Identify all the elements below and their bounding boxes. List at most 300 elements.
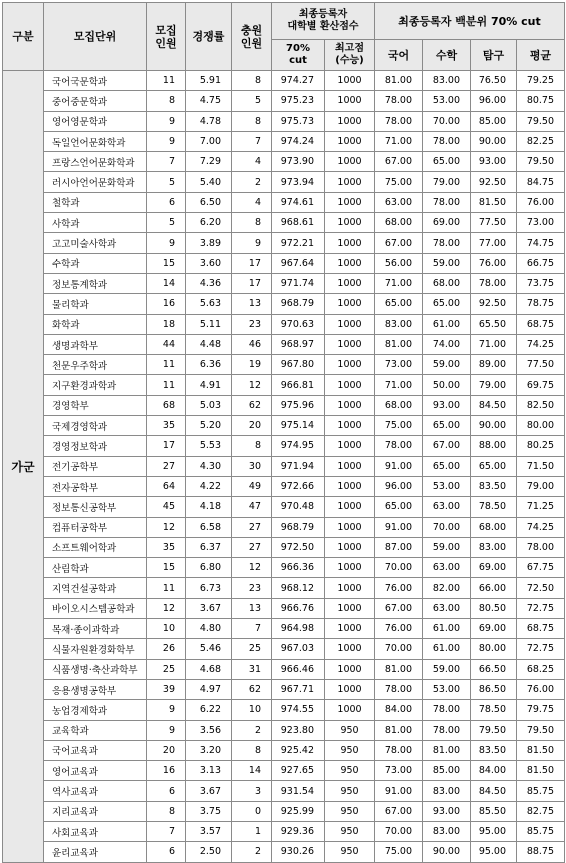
cell-added: 30	[232, 456, 272, 476]
cell-unit: 산림학과	[44, 558, 147, 578]
cell-ratio: 3.67	[186, 781, 232, 801]
cell-cut70: 964.98	[272, 619, 325, 639]
cell-average: 82.75	[517, 801, 565, 821]
header-added	[232, 3, 272, 71]
cell-average: 69.75	[517, 375, 565, 395]
cell-cut70: 966.46	[272, 659, 325, 679]
cell-math: 70.00	[423, 111, 471, 131]
cell-unit: 컴퓨터공학부	[44, 517, 147, 537]
cell-cut70: 974.61	[272, 192, 325, 212]
cell-average: 79.50	[517, 720, 565, 740]
cell-quota: 16	[147, 761, 186, 781]
header-group: 구분	[3, 3, 44, 71]
cell-korean: 87.00	[375, 537, 423, 557]
cell-added: 4	[232, 192, 272, 212]
cell-unit: 지리교육과	[44, 801, 147, 821]
cell-added: 9	[232, 233, 272, 253]
cell-quota: 20	[147, 740, 186, 760]
cell-ratio: 6.20	[186, 213, 232, 233]
cell-average: 80.00	[517, 416, 565, 436]
cell-average: 84.75	[517, 172, 565, 192]
cell-average: 71.50	[517, 456, 565, 476]
cell-quota: 35	[147, 416, 186, 436]
cell-quota: 26	[147, 639, 186, 659]
cell-average: 73.00	[517, 213, 565, 233]
header-added-line1: 충원	[240, 23, 263, 37]
cell-max: 1000	[325, 253, 375, 273]
cell-cut70: 975.73	[272, 111, 325, 131]
cell-unit: 화학과	[44, 314, 147, 334]
cell-unit: 교육학과	[44, 720, 147, 740]
cell-added: 23	[232, 578, 272, 598]
table-row	[3, 639, 565, 659]
table-row	[3, 781, 565, 801]
cell-average: 78.00	[517, 537, 565, 557]
cell-cut70: 973.94	[272, 172, 325, 192]
cell-added: 1	[232, 821, 272, 841]
table-row	[3, 436, 565, 456]
cell-ratio: 6.37	[186, 537, 232, 557]
cell-unit: 정보통신공학부	[44, 497, 147, 517]
cell-inquiry: 77.50	[471, 213, 517, 233]
cell-korean: 76.00	[375, 619, 423, 639]
cell-average: 79.50	[517, 152, 565, 172]
cell-math: 78.00	[423, 233, 471, 253]
cell-korean: 81.00	[375, 720, 423, 740]
header-quota-line1: 모집	[155, 23, 177, 37]
cell-unit: 역사교육과	[44, 781, 147, 801]
cell-cut70: 975.23	[272, 91, 325, 111]
cell-max: 1000	[325, 71, 375, 91]
cell-unit: 프랑스언어문화학과	[44, 152, 147, 172]
cell-added: 31	[232, 659, 272, 679]
cell-ratio: 4.75	[186, 91, 232, 111]
cell-ratio: 2.50	[186, 842, 232, 862]
cell-math: 67.00	[423, 436, 471, 456]
cell-max: 1000	[325, 334, 375, 354]
cell-quota: 10	[147, 619, 186, 639]
cell-added: 17	[232, 253, 272, 273]
cell-inquiry: 84.50	[471, 781, 517, 801]
cell-unit: 윤리교육과	[44, 842, 147, 862]
cell-quota: 5	[147, 172, 186, 192]
cell-quota: 15	[147, 558, 186, 578]
cell-math: 63.00	[423, 598, 471, 618]
table-row	[3, 497, 565, 517]
cell-math: 59.00	[423, 355, 471, 375]
cell-quota: 5	[147, 213, 186, 233]
cell-added: 10	[232, 700, 272, 720]
cell-inquiry: 68.00	[471, 517, 517, 537]
cell-math: 50.00	[423, 375, 471, 395]
cell-cut70: 927.65	[272, 761, 325, 781]
table-row	[3, 476, 565, 496]
cell-unit: 지구환경과학과	[44, 375, 147, 395]
cell-added: 17	[232, 273, 272, 293]
cell-added: 0	[232, 801, 272, 821]
cell-ratio: 3.67	[186, 598, 232, 618]
cell-korean: 65.00	[375, 294, 423, 314]
cell-quota: 14	[147, 273, 186, 293]
cell-unit: 물리학과	[44, 294, 147, 314]
table-row	[3, 659, 565, 679]
cell-inquiry: 89.00	[471, 355, 517, 375]
cell-korean: 68.00	[375, 395, 423, 415]
cell-quota: 11	[147, 375, 186, 395]
cell-math: 79.00	[423, 172, 471, 192]
cell-max: 950	[325, 842, 375, 862]
cell-unit: 국제경영학과	[44, 416, 147, 436]
cell-math: 61.00	[423, 639, 471, 659]
header-ratio: 경쟁률	[186, 3, 232, 71]
cell-korean: 83.00	[375, 314, 423, 334]
cell-added: 8	[232, 111, 272, 131]
cell-korean: 75.00	[375, 416, 423, 436]
cell-average: 78.75	[517, 294, 565, 314]
header-cut70-line2: cut	[289, 55, 307, 66]
cell-quota: 9	[147, 700, 186, 720]
cell-ratio: 4.78	[186, 111, 232, 131]
cell-quota: 6	[147, 842, 186, 862]
cell-inquiry: 90.00	[471, 131, 517, 151]
cell-ratio: 4.30	[186, 456, 232, 476]
table-row	[3, 720, 565, 740]
table-row	[3, 334, 565, 354]
cell-math: 78.00	[423, 131, 471, 151]
cell-unit: 독일언어문화학과	[44, 131, 147, 151]
cell-math: 65.00	[423, 416, 471, 436]
table-row	[3, 842, 565, 862]
cell-ratio: 6.73	[186, 578, 232, 598]
cell-math: 63.00	[423, 558, 471, 578]
cell-korean: 56.00	[375, 253, 423, 273]
cell-cut70: 967.71	[272, 679, 325, 699]
cell-ratio: 5.53	[186, 436, 232, 456]
cell-inquiry: 84.00	[471, 761, 517, 781]
cell-ratio: 5.46	[186, 639, 232, 659]
table-row	[3, 172, 565, 192]
header-math: 수학	[423, 40, 471, 71]
cell-max: 950	[325, 761, 375, 781]
table-row	[3, 71, 565, 91]
cell-average: 79.00	[517, 476, 565, 496]
cell-inquiry: 83.00	[471, 537, 517, 557]
cell-ratio: 4.22	[186, 476, 232, 496]
cell-korean: 63.00	[375, 192, 423, 212]
cell-cut70: 925.99	[272, 801, 325, 821]
cell-cut70: 974.95	[272, 436, 325, 456]
cell-inquiry: 85.50	[471, 801, 517, 821]
cell-korean: 75.00	[375, 172, 423, 192]
cell-added: 3	[232, 781, 272, 801]
cell-average: 71.25	[517, 497, 565, 517]
cell-unit: 국어국문학과	[44, 71, 147, 91]
cell-ratio: 3.75	[186, 801, 232, 821]
cell-korean: 78.00	[375, 679, 423, 699]
cell-korean: 78.00	[375, 740, 423, 760]
cell-math: 69.00	[423, 213, 471, 233]
cell-quota: 8	[147, 91, 186, 111]
cell-unit: 영어영문학과	[44, 111, 147, 131]
cell-korean: 71.00	[375, 375, 423, 395]
cell-unit: 영어교육과	[44, 761, 147, 781]
cell-math: 65.00	[423, 294, 471, 314]
table-row	[3, 598, 565, 618]
cell-inquiry: 77.00	[471, 233, 517, 253]
cell-max: 1000	[325, 679, 375, 699]
cell-math: 82.00	[423, 578, 471, 598]
cell-cut70: 974.24	[272, 131, 325, 151]
cell-max: 1000	[325, 152, 375, 172]
cell-quota: 9	[147, 233, 186, 253]
cell-ratio: 4.91	[186, 375, 232, 395]
cell-added: 12	[232, 558, 272, 578]
cell-math: 81.00	[423, 740, 471, 760]
cell-math: 59.00	[423, 537, 471, 557]
table-row	[3, 233, 565, 253]
cell-inquiry: 92.50	[471, 294, 517, 314]
cell-average: 85.75	[517, 821, 565, 841]
cell-average: 68.75	[517, 314, 565, 334]
cell-inquiry: 92.50	[471, 172, 517, 192]
cell-inquiry: 81.50	[471, 192, 517, 212]
table-row	[3, 456, 565, 476]
cell-korean: 73.00	[375, 355, 423, 375]
cell-average: 85.75	[517, 781, 565, 801]
cell-ratio: 3.13	[186, 761, 232, 781]
cell-cut70: 974.55	[272, 700, 325, 720]
cell-cut70: 968.79	[272, 517, 325, 537]
cell-added: 12	[232, 375, 272, 395]
cell-cut70: 967.03	[272, 639, 325, 659]
cell-inquiry: 78.50	[471, 497, 517, 517]
cell-added: 62	[232, 395, 272, 415]
cell-unit: 식물자원환경화학부	[44, 639, 147, 659]
cell-unit: 러시아언어문화학과	[44, 172, 147, 192]
cell-korean: 91.00	[375, 517, 423, 537]
cell-cut70: 968.12	[272, 578, 325, 598]
header-max	[325, 40, 375, 71]
cell-max: 1000	[325, 578, 375, 598]
cell-inquiry: 90.00	[471, 416, 517, 436]
table-row	[3, 213, 565, 233]
cell-average: 77.50	[517, 355, 565, 375]
cell-inquiry: 78.00	[471, 273, 517, 293]
cell-cut70: 974.27	[272, 71, 325, 91]
cell-max: 1000	[325, 700, 375, 720]
cell-added: 14	[232, 761, 272, 781]
cell-ratio: 6.58	[186, 517, 232, 537]
cell-quota: 15	[147, 253, 186, 273]
cell-math: 68.00	[423, 273, 471, 293]
cell-quota: 9	[147, 131, 186, 151]
cell-unit: 수학과	[44, 253, 147, 273]
table-row	[3, 355, 565, 375]
table-row	[3, 192, 565, 212]
cell-korean: 71.00	[375, 273, 423, 293]
cell-inquiry: 93.00	[471, 152, 517, 172]
cell-average: 79.50	[517, 111, 565, 131]
cell-cut70: 931.54	[272, 781, 325, 801]
cell-added: 13	[232, 294, 272, 314]
table-row	[3, 131, 565, 151]
table-row	[3, 821, 565, 841]
cell-korean: 81.00	[375, 71, 423, 91]
cell-max: 1000	[325, 456, 375, 476]
header-cut70-line1: 70%	[286, 43, 310, 54]
cell-max: 1000	[325, 375, 375, 395]
header-inquiry: 탐구	[471, 40, 517, 71]
cell-inquiry: 96.00	[471, 91, 517, 111]
cell-ratio: 4.68	[186, 659, 232, 679]
cell-math: 65.00	[423, 152, 471, 172]
cell-added: 20	[232, 416, 272, 436]
cell-max: 950	[325, 740, 375, 760]
header-max-line1: 최고점	[335, 43, 364, 54]
cell-cut70: 971.94	[272, 456, 325, 476]
cell-average: 79.75	[517, 700, 565, 720]
cell-math: 53.00	[423, 91, 471, 111]
cell-unit: 국어교육과	[44, 740, 147, 760]
cell-max: 1000	[325, 558, 375, 578]
cell-inquiry: 79.50	[471, 720, 517, 740]
cell-unit: 중어중문학과	[44, 91, 147, 111]
cell-cut70: 972.21	[272, 233, 325, 253]
cell-added: 8	[232, 213, 272, 233]
cell-korean: 67.00	[375, 152, 423, 172]
cell-korean: 78.00	[375, 111, 423, 131]
group-label: 가군	[3, 71, 44, 863]
cell-max: 1000	[325, 233, 375, 253]
table-row	[3, 679, 565, 699]
table-row	[3, 253, 565, 273]
cell-math: 59.00	[423, 659, 471, 679]
cell-cut70: 968.79	[272, 294, 325, 314]
cell-math: 83.00	[423, 71, 471, 91]
cell-cut70: 925.42	[272, 740, 325, 760]
cell-average: 68.75	[517, 619, 565, 639]
cell-cut70: 971.74	[272, 273, 325, 293]
cell-max: 1000	[325, 416, 375, 436]
cell-quota: 6	[147, 781, 186, 801]
cell-max: 1000	[325, 192, 375, 212]
cell-inquiry: 79.00	[471, 375, 517, 395]
header-score-group-line2: 대학별 환산점수	[287, 21, 359, 32]
cell-unit: 사회교육과	[44, 821, 147, 841]
cell-added: 2	[232, 172, 272, 192]
cell-korean: 78.00	[375, 436, 423, 456]
cell-max: 1000	[325, 639, 375, 659]
cell-korean: 84.00	[375, 700, 423, 720]
cell-math: 90.00	[423, 842, 471, 862]
cell-cut70: 966.76	[272, 598, 325, 618]
cell-cut70: 972.50	[272, 537, 325, 557]
cell-average: 67.75	[517, 558, 565, 578]
cell-max: 950	[325, 821, 375, 841]
cell-inquiry: 76.00	[471, 253, 517, 273]
cell-unit: 사학과	[44, 213, 147, 233]
cell-quota: 6	[147, 192, 186, 212]
cell-ratio: 4.36	[186, 273, 232, 293]
cell-average: 72.75	[517, 639, 565, 659]
cell-average: 74.25	[517, 517, 565, 537]
table-row	[3, 578, 565, 598]
cell-math: 63.00	[423, 497, 471, 517]
cell-cut70: 967.64	[272, 253, 325, 273]
cell-cut70: 930.26	[272, 842, 325, 862]
cell-max: 1000	[325, 598, 375, 618]
cell-inquiry: 78.50	[471, 700, 517, 720]
cell-unit: 정보통계학과	[44, 273, 147, 293]
cell-ratio: 5.63	[186, 294, 232, 314]
cell-quota: 18	[147, 314, 186, 334]
cell-math: 93.00	[423, 395, 471, 415]
header-quota	[147, 3, 186, 71]
cell-math: 70.00	[423, 517, 471, 537]
cell-average: 82.50	[517, 395, 565, 415]
cell-max: 1000	[325, 294, 375, 314]
cell-ratio: 4.97	[186, 679, 232, 699]
cell-quota: 27	[147, 456, 186, 476]
cell-quota: 7	[147, 152, 186, 172]
cell-unit: 바이오시스템공학과	[44, 598, 147, 618]
cell-average: 74.75	[517, 233, 565, 253]
cell-ratio: 5.91	[186, 71, 232, 91]
table-row	[3, 761, 565, 781]
cell-inquiry: 80.50	[471, 598, 517, 618]
header-korean: 국어	[375, 40, 423, 71]
cell-quota: 39	[147, 679, 186, 699]
cell-quota: 44	[147, 334, 186, 354]
header-score-group-line1: 최종등록자	[298, 9, 348, 20]
cell-average: 76.00	[517, 192, 565, 212]
cell-korean: 96.00	[375, 476, 423, 496]
cell-korean: 70.00	[375, 639, 423, 659]
cell-cut70: 968.61	[272, 213, 325, 233]
cell-quota: 64	[147, 476, 186, 496]
cell-korean: 71.00	[375, 131, 423, 151]
cell-average: 68.25	[517, 659, 565, 679]
cell-math: 53.00	[423, 679, 471, 699]
cell-unit: 식품생명·축산과학부	[44, 659, 147, 679]
cell-quota: 25	[147, 659, 186, 679]
cell-added: 49	[232, 476, 272, 496]
cell-average: 72.75	[517, 598, 565, 618]
table-row	[3, 517, 565, 537]
cell-average: 82.25	[517, 131, 565, 151]
cell-max: 1000	[325, 537, 375, 557]
cell-quota: 12	[147, 517, 186, 537]
table-row	[3, 416, 565, 436]
header-max-line2: (수능)	[335, 55, 364, 66]
cell-average: 74.25	[517, 334, 565, 354]
cell-added: 46	[232, 334, 272, 354]
cell-cut70: 972.66	[272, 476, 325, 496]
cell-added: 25	[232, 639, 272, 659]
cell-average: 81.50	[517, 740, 565, 760]
cell-added: 19	[232, 355, 272, 375]
cell-korean: 91.00	[375, 781, 423, 801]
cell-cut70: 967.80	[272, 355, 325, 375]
cell-max: 1000	[325, 517, 375, 537]
cell-ratio: 3.20	[186, 740, 232, 760]
cell-added: 5	[232, 91, 272, 111]
cell-average: 76.00	[517, 679, 565, 699]
cell-cut70: 970.63	[272, 314, 325, 334]
cell-added: 2	[232, 842, 272, 862]
cell-max: 1000	[325, 436, 375, 456]
cell-unit: 지역건설공학과	[44, 578, 147, 598]
